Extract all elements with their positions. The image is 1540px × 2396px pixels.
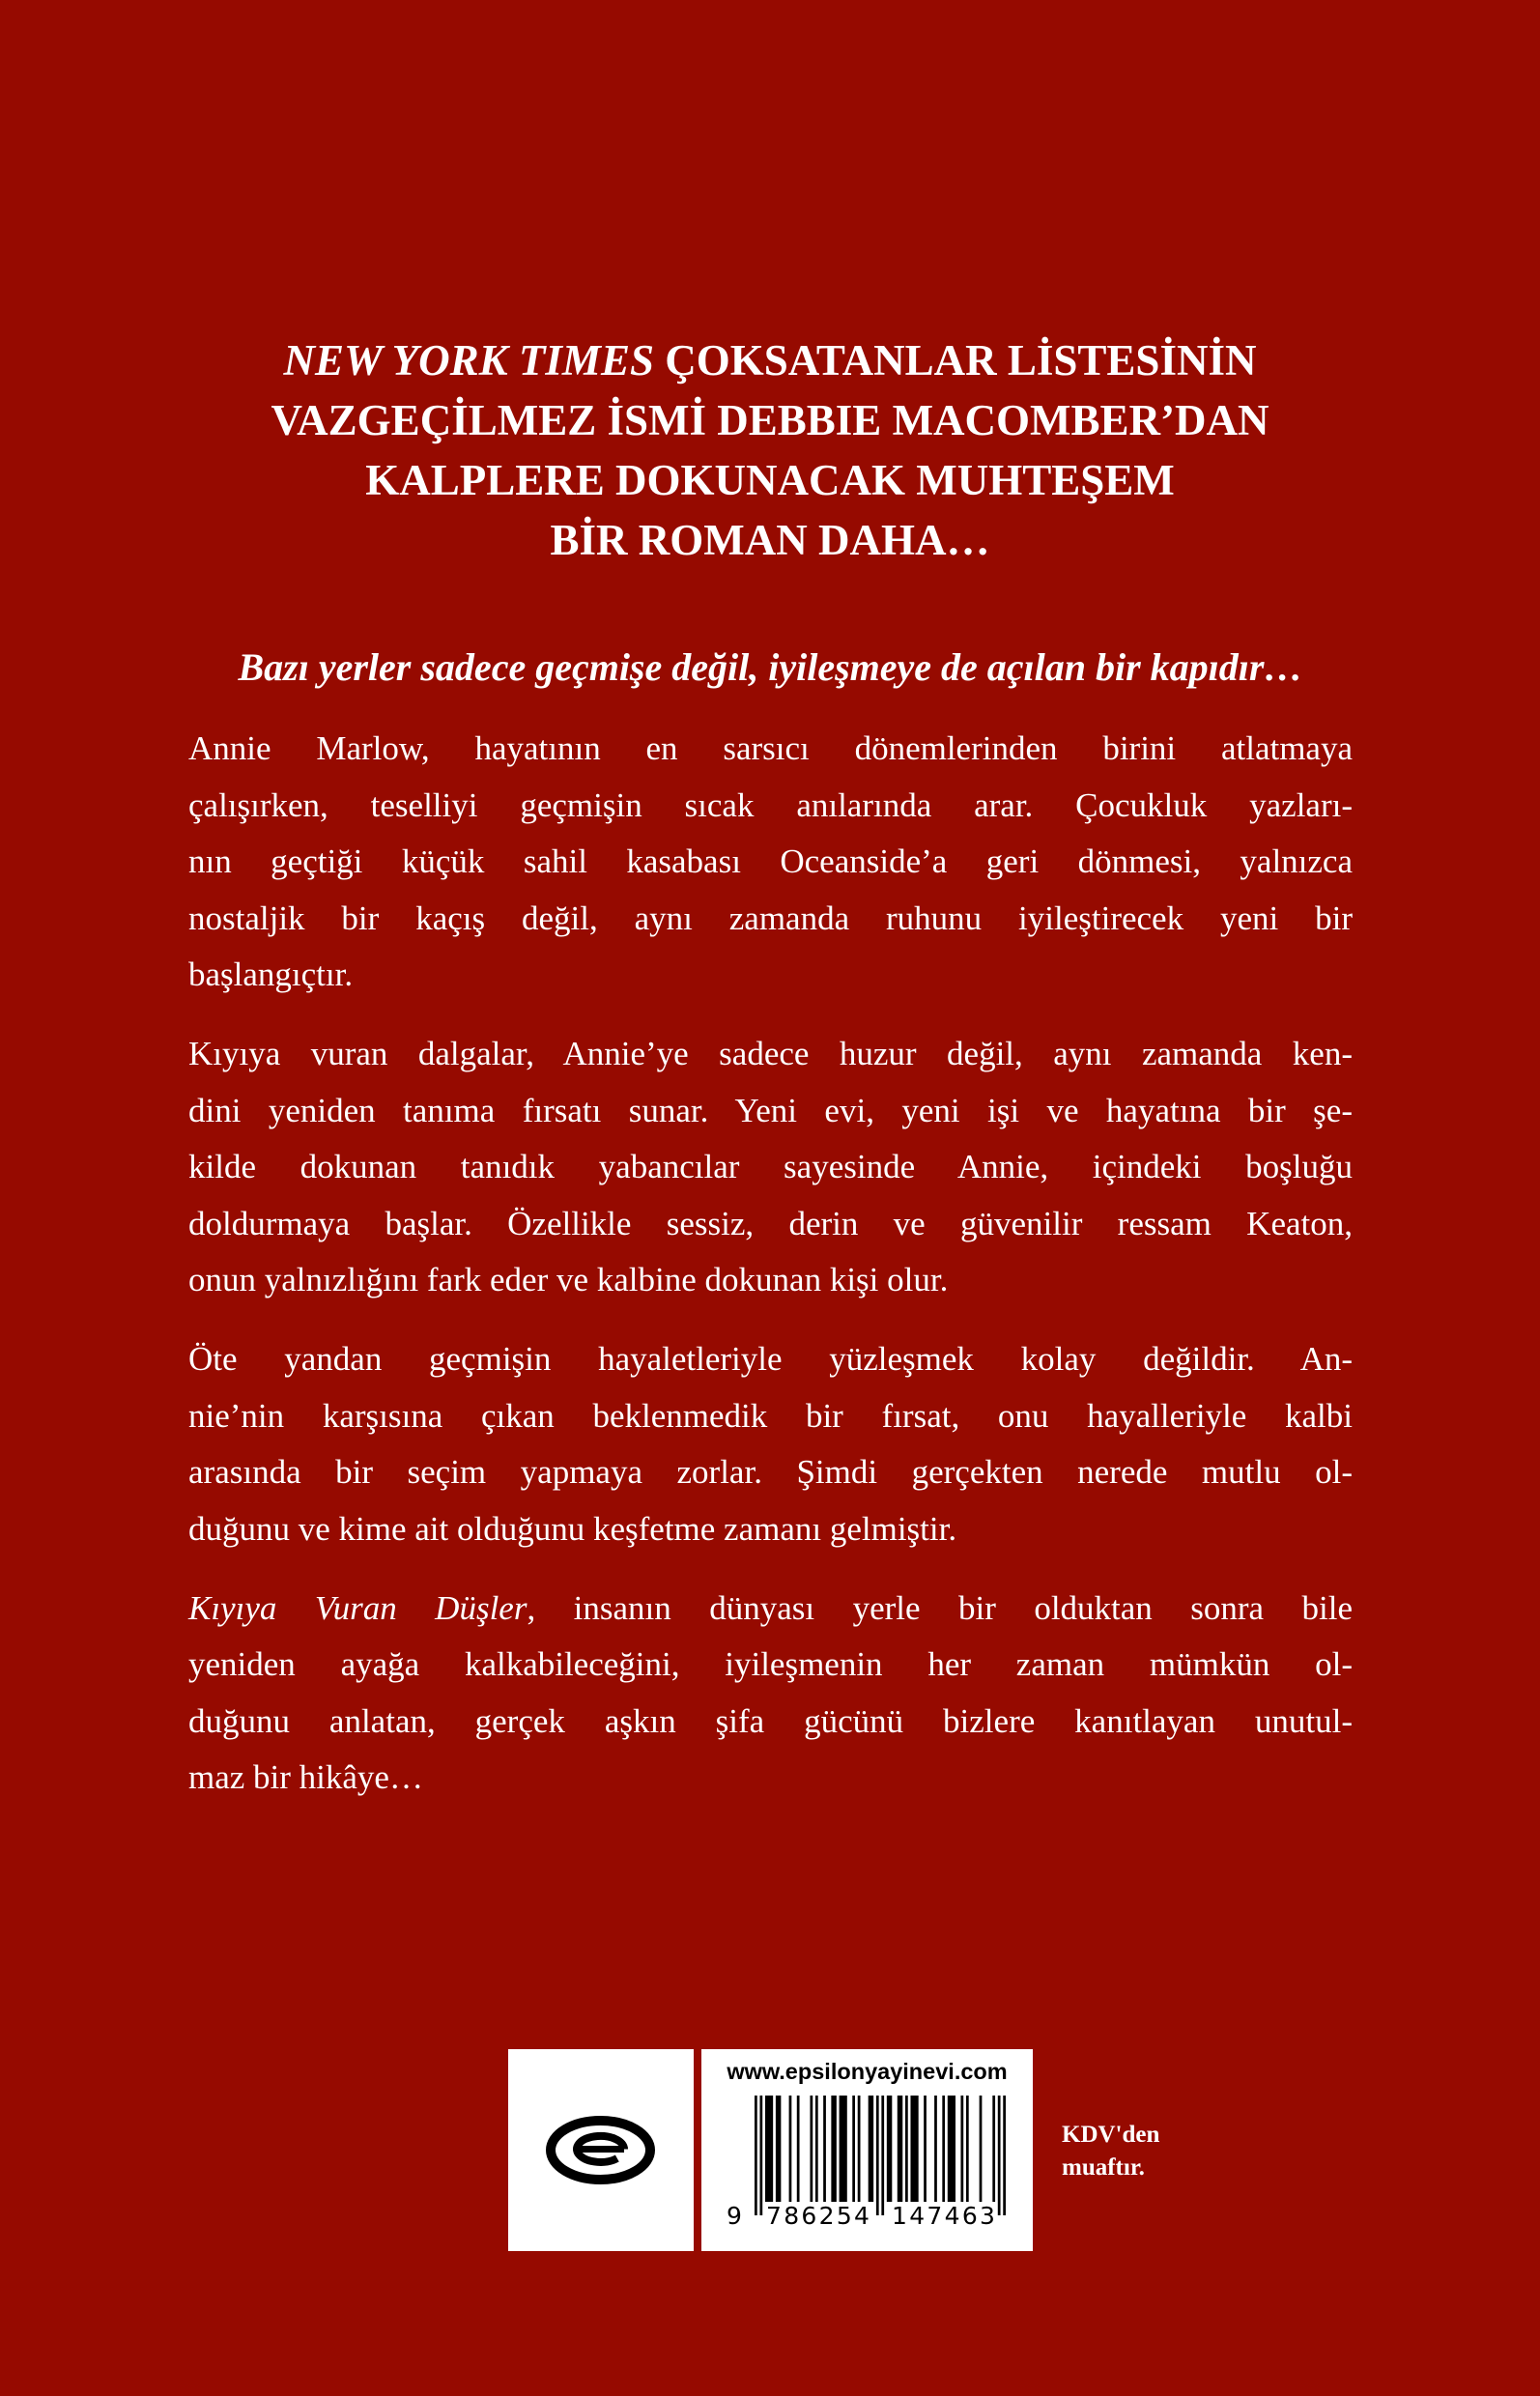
blurb-line: çalışırken, teselliyi geçmişin sıcak anılarında arar. Çocukluk yazları- (188, 785, 1353, 824)
headline-line-1-text: ÇOKSATANLAR LİSTESİNİN (653, 336, 1257, 385)
barcode-guard-bar (759, 2096, 762, 2215)
barcode-bar (948, 2096, 955, 2202)
blurb-line: Kıyıya vuran dalgalar, Annie’ye sadece huzur değil, aynı zamanda ken- (188, 1035, 1353, 1072)
barcode-bar (765, 2096, 773, 2202)
blurb-line: başlangıçtır. (188, 956, 354, 993)
barcode-left-digits: 786254 (766, 2202, 872, 2230)
barcode-bar (815, 2096, 818, 2202)
headline (0, 330, 1540, 570)
barcode-bar (831, 2096, 836, 2202)
tax-exemption-note (1062, 2119, 1159, 2184)
blurb-line: Annie Marlow, hayatının en sarsıcı dönemlerinden birini atlatmaya (188, 729, 1353, 767)
blurb-line (188, 1581, 1353, 1638)
barcode-bar (942, 2096, 945, 2202)
barcode-bar (823, 2096, 826, 2202)
blurb-paragraph-1 (188, 721, 1353, 1004)
publisher-website: www.epsilonyayinevi.com (727, 2059, 1008, 2084)
blurb-line: maz bir hikâye… (188, 1758, 423, 1796)
blurb-line: onun yalnızlığını fark eder ve kalbine dokunan kişi olur. (188, 1261, 949, 1298)
barcode-bar (858, 2096, 861, 2202)
barcode-bar (924, 2096, 927, 2202)
barcode-bar (840, 2096, 847, 2202)
blurb-line: yeniden ayağa kalkabileceğini, iyileşmenin her zaman mümkün ol- (188, 1645, 1353, 1683)
blurb-line: arasında bir seçim yapmaya zorlar. Şimdi gerçekten nerede mutlu ol- (188, 1453, 1353, 1491)
epsilon-logo-icon (508, 2049, 694, 2251)
blurb-line: nie’nin karşısına çıkan beklenmedik bir fırsat, onu hayalleriyle kalbi (188, 1396, 1353, 1435)
barcode-bar (980, 2096, 983, 2202)
headline-line-1 (0, 330, 1540, 390)
blurb (188, 721, 1353, 1807)
barcode-bar (960, 2096, 963, 2202)
barcode-bar (789, 2096, 792, 2202)
barcode-guard-bar (998, 2096, 1001, 2215)
barcode-bar (905, 2096, 908, 2202)
barcode-bar (934, 2096, 937, 2202)
blurb-line: kilde dokunan tanıdık yabancılar sayesinde Annie, içindeki boşluğu (188, 1148, 1353, 1185)
barcode-bar (852, 2096, 855, 2202)
blurb-line: dini yeniden tanıma fırsatı sunar. Yeni evi, yeni işi ve hayatına bir şe- (188, 1091, 1353, 1129)
publisher-logo-panel (508, 2049, 694, 2251)
barcode-bar (966, 2096, 969, 2202)
blurb-line: duğunu ve kime ait olduğunu keşfetme zamanı gelmiştir. (188, 1509, 957, 1548)
blurb-line: nostaljik bir kaçış değil, aynı zamanda ruhunu iyileştirecek yeni bir (188, 898, 1353, 937)
blurb-paragraph-4 (188, 1581, 1353, 1807)
barcode-bar (797, 2096, 800, 2202)
barcode-guard-bar (755, 2096, 757, 2215)
tagline: Bazı yerler sadece geçmişe değil, iyileşmeye de açılan bir kapıdır… (238, 645, 1303, 689)
blurb-line: Öte yandan geçmişin hayaletleriyle yüzleşmek kolay değildir. An- (188, 1340, 1353, 1378)
barcode-right-digits: 147463 (892, 2202, 998, 2230)
barcode-guard-bar (1003, 2096, 1006, 2215)
blurb-line: duğunu anlatan, gerçek aşkın şifa gücünü bizlere kanıtlayan unutul- (188, 1701, 1353, 1740)
newspaper-name: NEW YORK TIMES (283, 336, 654, 385)
headline-line-2: VAZGEÇİLMEZ İSMİ DEBBIE MACOMBER’DAN (271, 396, 1269, 444)
barcode-panel (701, 2049, 1033, 2251)
headline-line-3: KALPLERE DOKUNACAK MUHTEŞEM (365, 456, 1175, 504)
barcode-bar (992, 2096, 995, 2202)
blurb-line: doldurmaya başlar. Özellikle sessiz, derin ve güvenilir ressam Keaton, (188, 1204, 1353, 1242)
blurb-paragraph-2 (188, 1026, 1353, 1309)
barcode-bar (887, 2096, 892, 2202)
barcode-bar (810, 2096, 813, 2202)
barcode-bar (910, 2096, 918, 2202)
barcode-bar (869, 2096, 873, 2202)
headline-line-4: BİR ROMAN DAHA… (550, 516, 990, 564)
barcode-guard-bar (876, 2096, 879, 2215)
barcode-guard-bar (881, 2096, 884, 2215)
book-title: Kıyıya Vuran Düşler (188, 1588, 528, 1627)
barcode-first-digit: 9 (727, 2202, 742, 2230)
tax-note-line-2: muaftır. (1062, 2154, 1145, 2181)
blurb-line-text: , insanın dünyası yerle bir olduktan sonra bile (527, 1588, 1354, 1627)
blurb-line: nın geçtiği küçük sahil kasabası Oceanside’a geri dönmesi, yalnızca (188, 842, 1353, 880)
barcode-bar (898, 2096, 902, 2202)
blurb-paragraph-3 (188, 1331, 1353, 1557)
barcode-bar (776, 2096, 781, 2202)
tax-note-line-1: KDV'den (1062, 2122, 1160, 2148)
